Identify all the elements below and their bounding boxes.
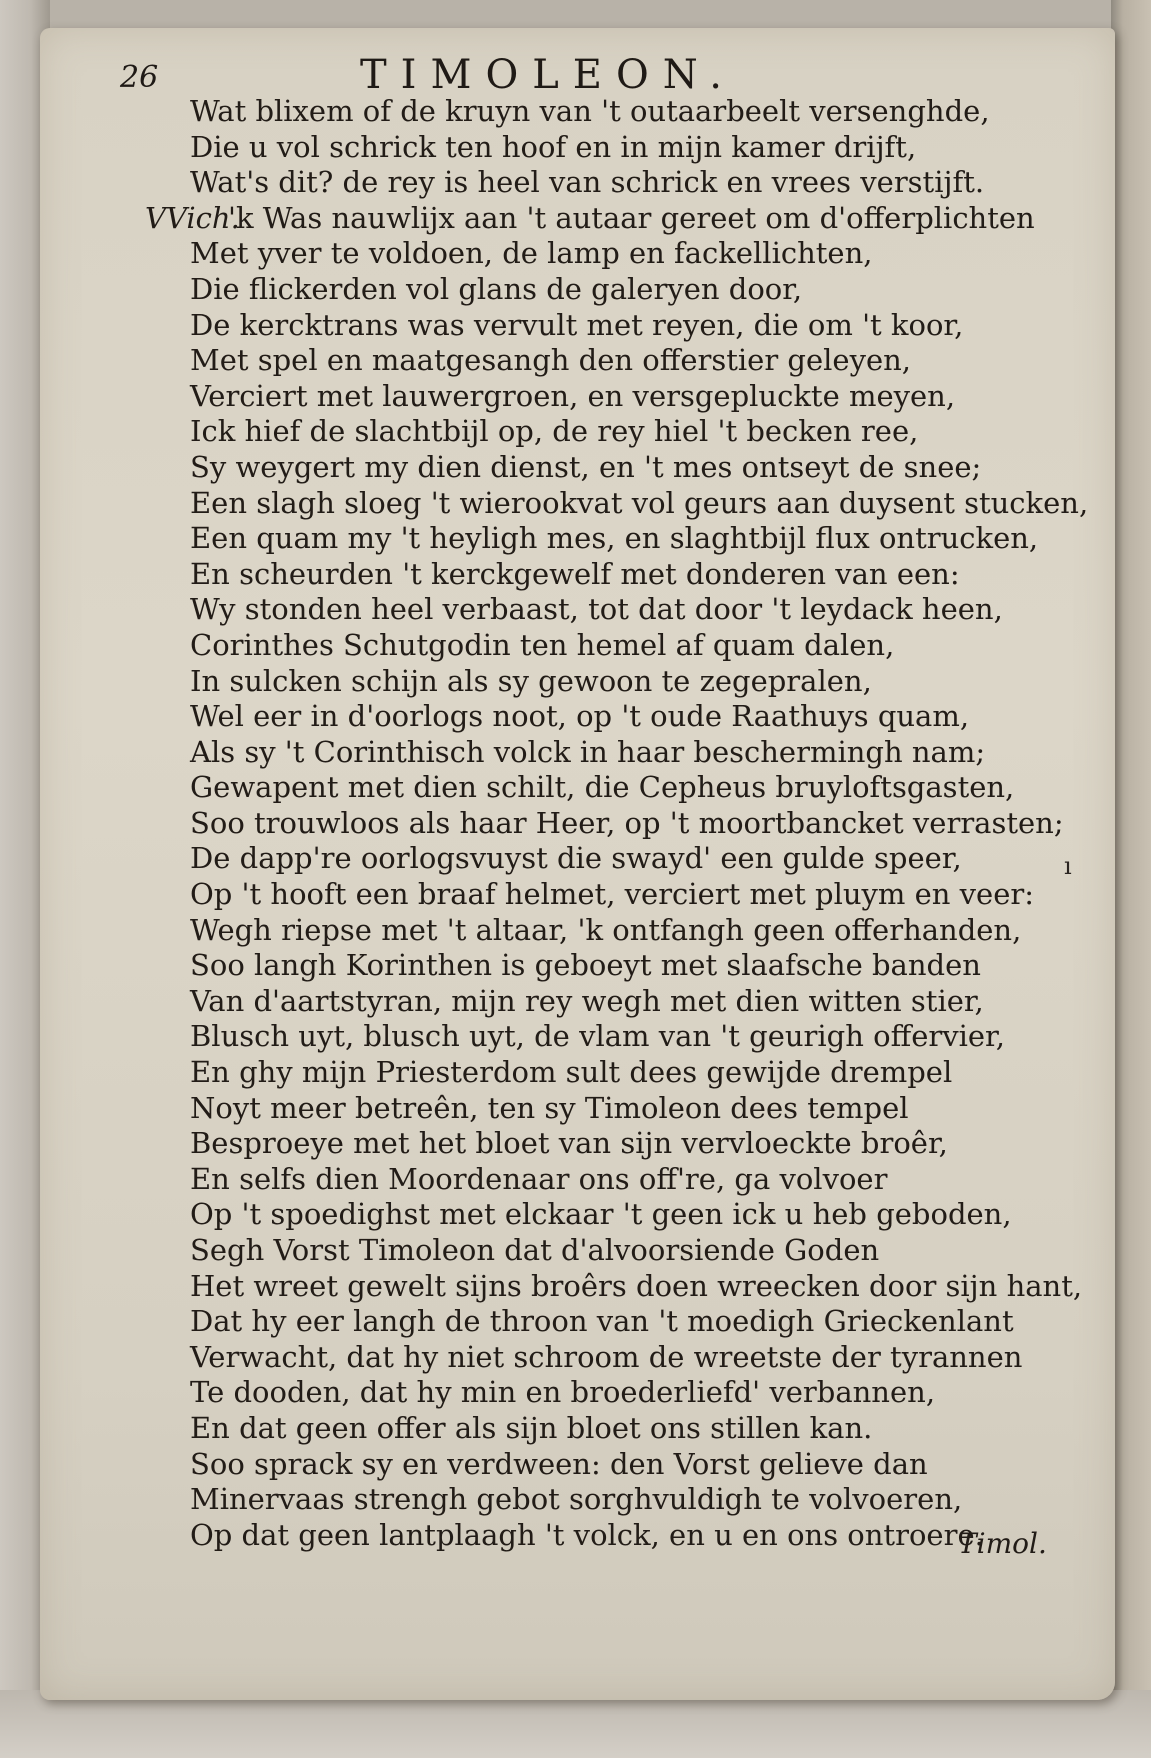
verse-line: Besproeye met het bloet van sijn vervloeckte broêr, [190, 1126, 948, 1161]
verse-line: Van d'aartstyran, mijn rey wegh met dien witten stier, [190, 983, 984, 1018]
speaker-label: VVich. [145, 200, 240, 235]
verse-line: Een quam my 't heyligh mes, en slaghtbijl flux ontrucken, [190, 521, 1039, 556]
verse-line: En dat geen offer als sijn bloet ons stillen kan. [190, 1410, 873, 1445]
verse-line: Die flickerden vol glans de galeryen door, [190, 271, 803, 306]
verse-line: Corinthes Schutgodin ten hemel af quam dalen, [190, 627, 895, 662]
verse-line: Op 't spoedighst met elckaar 't geen ick u heb geboden, [190, 1197, 1012, 1232]
verse-line: In sulcken schijn als sy gewoon te zegepralen, [190, 663, 872, 698]
verse-line: Gewapent met dien schilt, die Cepheus bruyloftsgasten, [190, 770, 1015, 805]
verse-line: Soo langh Korinthen is geboeyt met slaafsche banden [190, 948, 981, 983]
verse-line: Als sy 't Corinthisch volck in haar beschermingh nam; [190, 734, 986, 769]
verse-text-block [145, 94, 1089, 1553]
verse-line: Met yver te voldoen, de lamp en fackellichten, [190, 236, 873, 271]
verse-line: Segh Vorst Timoleon dat d'alvoorsiende Goden [190, 1233, 880, 1267]
verse-line: Wy stonden heel verbaast, tot dat door 't leydack heen, [190, 592, 1003, 627]
catchword: Timol. [958, 1527, 1047, 1560]
adjacent-page-edge [1111, 0, 1151, 1758]
verse-line: Het wreet gewelt sijns broêrs doen wreecken door sijn hant, [190, 1268, 1083, 1303]
verse-line: Dat hy eer langh de throon van 't moedigh Grieckenlant [190, 1304, 1014, 1339]
verse-line: Wegh riepse met 't altaar, 'k ontfangh geen offerhanden, [190, 912, 1022, 947]
speaker-line [145, 200, 1048, 237]
verse-line: Te dooden, dat hy min en broederliefd' verbannen, [190, 1375, 936, 1410]
verse-line: Verwacht, dat hy niet schroom de wreetste der tyrannen [190, 1339, 1023, 1374]
verse-line: Ick hief de slachtbijl op, de rey hiel 't becken ree, [190, 414, 919, 449]
verse-line: De dapp're oorlogsvuyst die swayd' een gulde speer, [190, 841, 962, 876]
verse-line: Verciert met lauwergroen, en versgepluckte meyen, [190, 378, 956, 413]
verse-line: Noyt meer betreên, ten sy Timoleon dees tempel [190, 1090, 909, 1125]
verse-line: En scheurden 't kerckgewelf met donderen van een: [190, 556, 960, 591]
verse-line: Die u vol schrick ten hoof en in mijn kamer drijft, [190, 129, 917, 164]
verse-line: Met spel en maatgesangh den offerstier geleyen, [190, 343, 912, 378]
margin-mark: ı [1064, 852, 1072, 880]
verse-line: Een slagh sloeg 't wierookvat vol geurs aan duysent stucken, [190, 485, 1089, 520]
verse-line: En ghy mijn Priesterdom sult dees gewijde drempel [190, 1055, 953, 1090]
verse-line: Wat blixem of de kruyn van 't outaarbeelt versenghde, [190, 94, 990, 128]
verse-line: En selfs dien Moordenaar ons off're, ga volvoer [190, 1161, 888, 1196]
verse-line: De kercktrans was vervult met reyen, die om 't koor, [190, 307, 964, 342]
verse-line: Op 't hooft een braaf helmet, verciert met pluym en veer: [190, 877, 1035, 912]
verse-line: Soo trouwloos als haar Heer, op 't moortbancket verrasten; [190, 805, 1064, 840]
verse-line: Minervaas strengh gebot sorghvuldigh te volvoeren, [190, 1482, 963, 1517]
verse-line: Wel eer in d'oorlogs noot, op 't oude Raathuys quam, [190, 699, 970, 734]
verse-line: Op dat geen lantplaagh 't volck, en u en ons ontroere. [190, 1517, 984, 1552]
background-bottom [0, 1690, 1151, 1758]
verse-line: Wat's dit? de rey is heel van schrick en vrees verstijft. [190, 165, 985, 200]
verse-line: Sy weygert my dien dienst, en 't mes ontseyt de snee; [190, 449, 982, 484]
verse-line-text: 'k Was nauwlijx aan 't autaar gereet om d'offerplichten [228, 200, 1035, 235]
verse-line: Soo sprack sy en verdween: den Vorst gelieve dan [190, 1446, 928, 1481]
page-number: 26 [120, 60, 159, 95]
verse-line: Blusch uyt, blusch uyt, de vlam van 't geurigh offervier, [190, 1019, 1005, 1054]
running-title: TIMOLEON. [360, 52, 736, 98]
